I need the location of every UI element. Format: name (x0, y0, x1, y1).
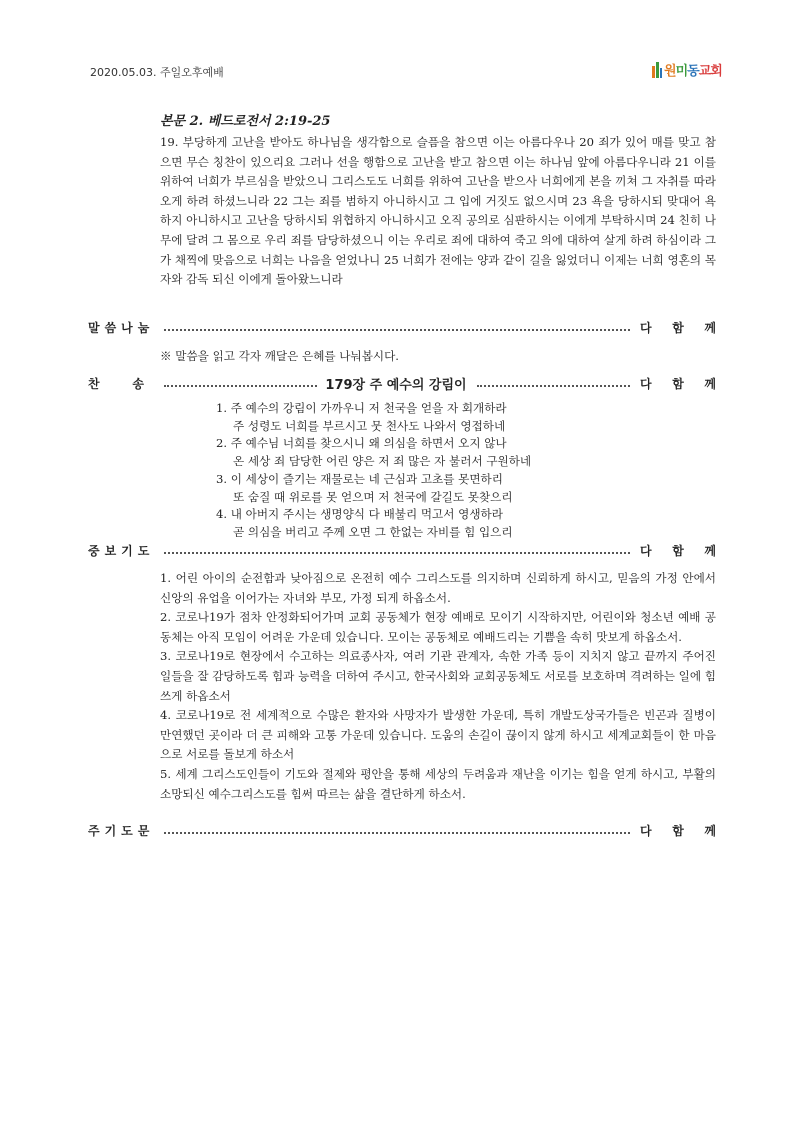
logo-char: 미 (675, 64, 688, 79)
hymn-line: 2. 주 예수님 너희를 찾으시니 왜 의심을 하면서 오지 않나 (216, 436, 507, 451)
intercession-label: 중보기도 (88, 544, 155, 558)
church-logo-icon (652, 62, 662, 78)
logo-char: 교회 (698, 64, 722, 79)
hymn-row (88, 374, 716, 393)
who-char: 함 (672, 824, 684, 838)
hymn-label (88, 375, 144, 392)
prayer-item: 5. 세계 그리스도인들이 기도와 절제와 평안을 통해 세상의 두려움과 재난을 이기는 힘을 얻게 하시고, 부활의 소망되신 예수그리스도를 힘써 따르는 삶을 결단하게 하소서. (160, 766, 716, 801)
who-char: 다 (640, 377, 652, 391)
hymn-line: 곧 의심을 버리고 주께 오면 그 한없는 자비를 힘 입으리 (233, 524, 513, 539)
lords-prayer-label: 주기도문 (88, 824, 155, 838)
prayer-list (160, 569, 716, 804)
who-char: 함 (672, 377, 684, 391)
hymn-line: 온 세상 죄 담당한 어린 양은 저 죄 많은 자 불러서 구원하네 (233, 454, 532, 469)
hymn-line: 1. 주 예수의 강림이 가까우니 저 천국을 얻을 자 회개하라 (216, 401, 507, 415)
hymn-label-char: 찬 (88, 377, 100, 391)
who-char: 께 (704, 544, 716, 558)
sharing-note: ※ 말씀을 읽고 각자 깨달은 은혜를 나눠봅시다. (160, 349, 399, 363)
prayer-item: 3. 코로나19로 현장에서 수고하는 의료종사자, 여러 기관 관계자, 속한 가족 등이 지치지 않고 끝까지 주어진 일들을 잘 감당하도록 힘과 능력을 더하여 주시고, 한국사회와 교회공동체도 서로를 보호하며 격려하는 일에 힘쓰게 하옵소서 (160, 649, 716, 703)
hymn-lyrics (216, 400, 576, 542)
hymn-line: 주 성령도 너희를 부르시고 뭇 천사도 나와서 영접하네 (233, 418, 506, 433)
who-char: 께 (704, 824, 716, 838)
dotted-leader (164, 552, 630, 554)
lords-prayer-row (88, 822, 716, 839)
intercession-row (88, 542, 716, 559)
sharing-who (640, 319, 716, 336)
hymn-who (640, 375, 716, 392)
lords-prayer-who (640, 822, 716, 839)
dotted-leader (477, 385, 630, 387)
hymn-line: 3. 이 세상이 즐기는 재물로는 네 근심과 고초를 못면하리 (216, 471, 503, 486)
who-char: 함 (672, 321, 684, 335)
who-char: 다 (640, 824, 652, 838)
dotted-leader (164, 329, 630, 331)
who-char: 께 (704, 377, 716, 391)
sharing-row (88, 319, 716, 336)
prayer-item: 4. 코로나19로 전 세계적으로 수많은 환자와 사망자가 발생한 가운데, 특히 개발도상국가들은 빈곤과 질병이 만연했던 곳이라 더 큰 피해와 고통 가운데 있습니다. 도움의 손길이 끊이지 않게 하시고 세계교회들이 한 마음으로 서로를 돌보게 하소서 (160, 708, 716, 762)
header-date: 2020.05.03. 주일오후예배 (90, 66, 224, 79)
intercession-who (640, 542, 716, 559)
sharing-label: 말씀나눔 (88, 321, 155, 335)
who-char: 께 (704, 321, 716, 335)
logo-text (664, 60, 722, 79)
scripture-body: 19. 부당하게 고난을 받아도 하나님을 생각함으로 슬픔을 참으면 이는 아름다우나 20 죄가 있어 매를 맞고 참으면 무슨 칭찬이 있으리요 그러나 선을 행함으로 고난을 받고 참으면 이는 하나님 앞에 아름다우니라 21 이를 위하여 너희가 부르심을 받았으니 그리스도도 너희를 위하여 고난을 받으사 너희에게 본을 끼쳐 그 자취를 따라오게 하려 하셨느니라 22 그는 죄를 범하지 아니하시고 그 입에 거짓도 없으시며 23 욕을 당하시되 맞대어 욕하지 아니하시고 고난을 당하시되 위협하지 아니하시고 오직 공의로 심판하시는 이에게 부탁하시며 24 친히 나무에 달려 그 몸으로 우리 죄를 담당하셨으니 이는 우리로 죄에 대하여 죽고 의에 대하여 살게 하려 하심이라 그가 채찍에 맞음으로 너희는 나음을 얻었나니 25 너희가 전에는 양과 같이 길을 잃었더니 이제는 너희 영혼의 목자와 감독 되신 이에게 돌아왔느니라 (160, 135, 716, 287)
church-logo (652, 60, 722, 79)
hymn-line: 4. 내 아버지 주시는 생명양식 다 배불리 먹고서 영생하라 (216, 507, 503, 522)
logo-char: 동 (687, 64, 699, 79)
hymn-label-char: 송 (132, 377, 144, 391)
dotted-leader (164, 385, 317, 387)
logo-char: 원 (664, 64, 676, 79)
scripture-title: 본문 2. 베드로전서 2:19-25 (160, 114, 331, 129)
prayer-item: 1. 어린 아이의 순전함과 낮아짐으로 온전히 예수 그리스도를 의지하며 신뢰하게 하시고, 믿음의 가정 안에서 신앙의 유업을 이어가는 자녀와 부모, 가정 되게 하옵소서. (160, 571, 716, 605)
prayer-item: 2. 코로나19가 점차 안정화되어가며 교회 공동체가 현장 예배로 모이기 시작하지만, 어린이와 청소년 예배 공동체는 아직 모임이 어려운 가운데 있습니다. 모이는 공동체로 예배드리는 기쁨을 속히 맛보게 하옵소서. (160, 610, 716, 644)
hymn-title: 179장 주 예수의 강림이 (325, 378, 467, 393)
who-char: 다 (640, 544, 652, 558)
dotted-leader (164, 832, 630, 834)
scripture-section (160, 110, 716, 290)
who-char: 함 (672, 544, 684, 558)
who-char: 다 (640, 321, 652, 335)
hymn-line: 또 숨질 때 위로를 못 얻으며 저 천국에 갈길도 못찾으리 (233, 489, 513, 504)
